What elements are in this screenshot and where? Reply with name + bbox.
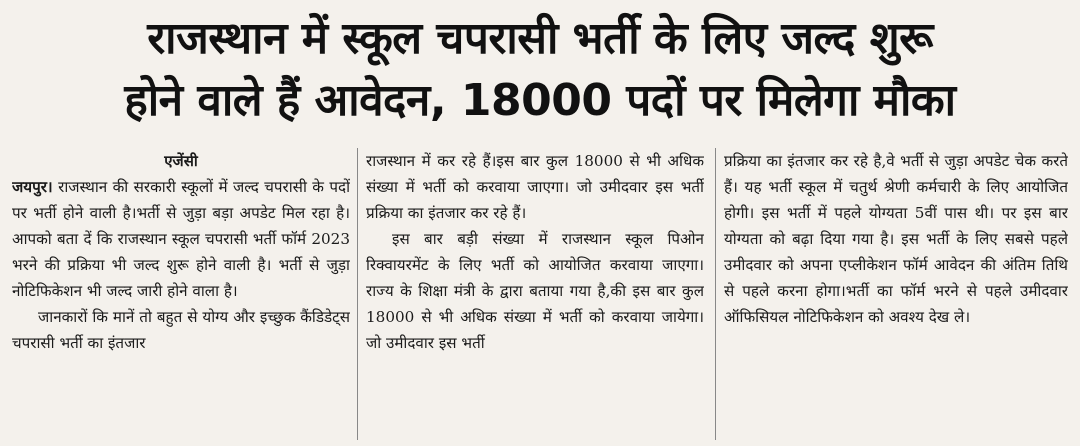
article-paragraph: जानकारों कि मानें तो बहुत से योग्य और इच्छुक कैंडिडेट्स चपरासी भर्ती का इंतजार (12, 308, 350, 352)
column-divider (357, 148, 358, 440)
article-column-1 (12, 148, 350, 440)
article-paragraph: इस बार बड़ी संख्या में राजस्थान स्कूल पिओन रिक्वायरमेंट के लिए भर्ती को आयोजित करवाया जाएगा। राज्य के शिक्षा मंत्री के द्वारा बताया गया है,की इस बार कुल 18000 से भी अधिक संख्या में भर्ती को करवाया जायेगा। जो उमीदवार इस भर्ती (366, 230, 704, 352)
article-column-3 (724, 148, 1068, 440)
headline (0, 8, 1080, 132)
headline-line-1: राजस्थान में स्कूल चपरासी भर्ती के लिए जल्द शुरू (147, 13, 933, 64)
article-paragraph (12, 174, 350, 304)
dateline: जयपुर। (12, 178, 53, 196)
headline-line-2: होने वाले हैं आवेदन, 18000 पदों पर मिलेगा मौका (124, 75, 956, 126)
article-paragraph: राजस्थान में कर रहे हैं।इस बार कुल 18000 से भी अधिक संख्या में भर्ती को करवाया जाएगा। जो उमीदवार इस भर्ती प्रक्रिया का इंतजार कर रहे हैं। (366, 152, 704, 222)
paragraph-text: राजस्थान की सरकारी स्कूलों में जल्द चपरासी के पदों पर भर्ती होने वाली है।भर्ती से जुड़ा बड़ा अपडेट मिल रहा है। आपको बता दें कि राजस्थान स्कूल चपरासी भर्ती फॉर्म 2023 भरने की प्रक्रिया भी जल्द शुरू होने वाली है। भर्ती से जुड़ा नोटिफिकेशन भी जल्द जारी होने वाला है। (12, 178, 350, 300)
article-column-2 (366, 148, 704, 440)
byline: एजेंसी (164, 152, 198, 170)
article-paragraph: प्रक्रिया का इंतजार कर रहे है,वे भर्ती से जुड़ा अपडेट चेक करते हैं। यह भर्ती स्कूल में चतुर्थ श्रेणी कर्मचारी के लिए आयोजित होगी। इस भर्ती में पहले योग्यता 5वीं पास थी। पर इस बार योग्यता को बढ़ा दिया गया है। इस भर्ती के लिए सबसे पहले उमीदवार को अपना एप्लीकेशन फॉर्म आवेदन की अंतिम तिथि से पहले करना होगा।भर्ती का फॉर्म भरने से पहले उमीदवार ऑफिसियल नोटिफिकेशन को अवश्य देख ले। (724, 152, 1068, 326)
column-divider (715, 148, 716, 440)
article-body (12, 148, 1068, 440)
